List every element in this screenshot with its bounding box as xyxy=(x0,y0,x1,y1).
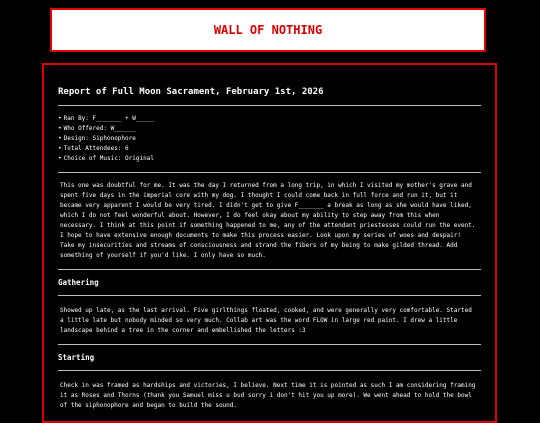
divider xyxy=(58,172,481,173)
divider xyxy=(58,344,481,345)
divider xyxy=(58,295,481,296)
divider xyxy=(58,269,481,270)
meta-total-attendees: • Total Attendees: 6 xyxy=(58,144,481,154)
section-heading-gathering: Gathering xyxy=(58,278,99,287)
site-title: WALL OF NOTHING xyxy=(213,23,323,37)
gathering-paragraph: Showed up late, as the last arrival. Five girlthings floated, cooked, and were generally very comfortable. Started a little late but nobody minded so very much. Collab art was the word FLOW in large red paint. I drew a little landscape behind a tree in the corner and embellished the letters :3 xyxy=(60,307,472,334)
divider xyxy=(58,370,481,371)
meta-design: • Design: Siphonophore xyxy=(58,134,481,144)
report-panel xyxy=(42,63,497,423)
section-heading-starting: Starting xyxy=(58,353,95,362)
divider xyxy=(58,105,481,106)
meta-who-offered: • Who Offered: W______ xyxy=(58,124,481,134)
report-meta-list xyxy=(58,114,481,164)
report-title: Report of Full Moon Sacrament, February 1st, 2026 xyxy=(58,87,324,97)
meta-music: • Choice of Music: Original xyxy=(58,154,481,164)
site-header xyxy=(50,8,486,52)
meta-ran-by: • Ran By: F_______ + W_____ xyxy=(58,114,481,124)
starting-paragraph: Check in was framed as hardships and victories, I believe. Next time it is pointed as such I am considering framing it as Roses and Thorns (thank you Samuel miss u bud sorry i don't hit you up more). We went ahead to hold the bowl of the siphonophore and began to build the sound. xyxy=(60,382,476,409)
intro-paragraph: This one was doubtful for me. It was the day I returned from a long trip, in which I visited my mother's grave and spent five days in the imperial core with my dog. I thought I could come back in full force and run it, but it became very apparent I would be very tired. I didn't get to give F_______ a break as long as she would have liked, which I do not feel wonderful about. However, I do feel okay about my ability to step away from this when necessary. I think at this point if something happened to me, any of the attendant priestesses could run the event. I hope to have extensive enough documents to make this process easier. Look upon my series of woes and despair! Take my insecurities and streams of consciousness and strand the fibers of my being to make gilded thread. Add something of yourself if you'd like. I only have so much. xyxy=(60,182,476,259)
